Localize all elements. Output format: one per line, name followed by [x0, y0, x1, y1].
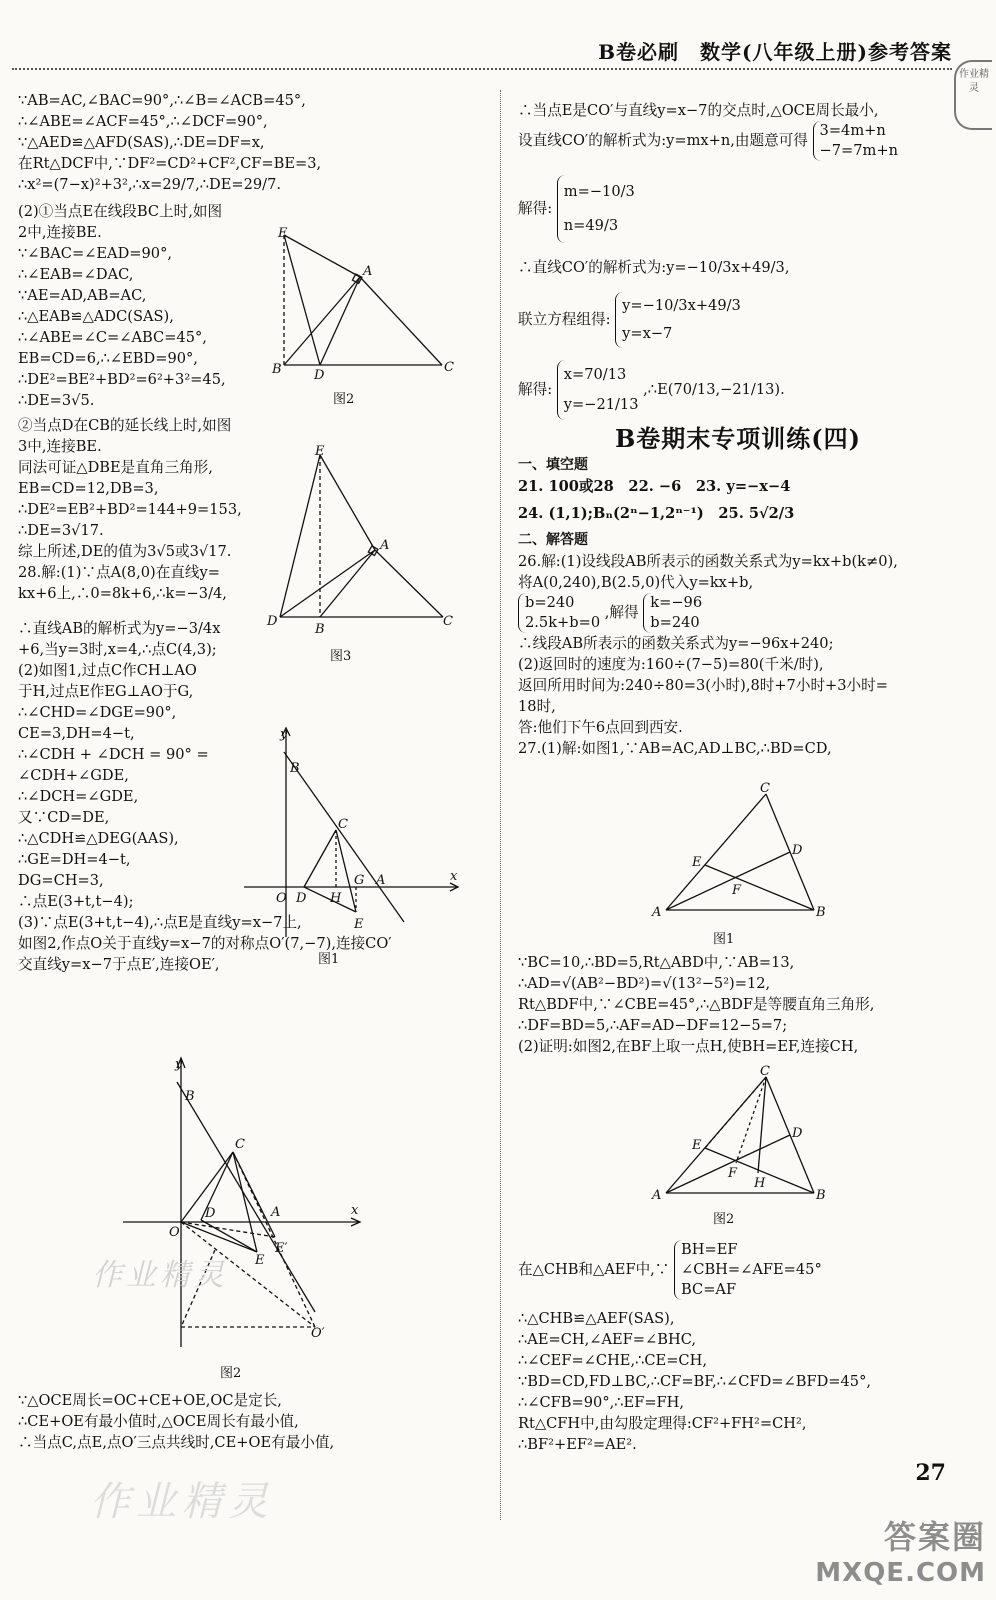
text-line: ∴∠ABE=∠C=∠ABC=45°, — [18, 329, 207, 346]
text-line: ②当点D在CB的延长线上时,如图 — [18, 417, 232, 434]
svg-text:O: O — [276, 891, 287, 906]
text-line: 又∵CD=DE, — [18, 809, 110, 826]
system-line-5 — [518, 593, 958, 633]
svg-text:B: B — [816, 1188, 826, 1203]
left-figure-2 — [270, 225, 470, 385]
label: ,解得 — [604, 604, 639, 621]
text-line: ∴x²=(7−x)²+3²,∴x=29/7,∴DE=29/7. — [18, 176, 282, 193]
text-line: 如图2,作点O关于直线y=x−7的对称点O′(7,−7),连接CO′ — [18, 935, 392, 952]
text-line: 3中,连接BE. — [18, 438, 102, 455]
svg-text:H: H — [754, 1176, 766, 1191]
svg-text:D: D — [267, 614, 278, 629]
header-title: B卷必刷 数学(八年级上册)参考答案 — [598, 40, 952, 64]
text-line: ∵AE=AD,AB=AC, — [18, 287, 147, 304]
badge-logo: 作业精灵 — [954, 60, 992, 130]
text-line: ∴BF²+EF²=AE². — [518, 1436, 637, 1453]
figure-caption: 图2 — [333, 392, 355, 407]
text-line: 18时, — [518, 698, 556, 715]
subsection-title: 一、填空题 — [518, 457, 588, 473]
svg-text:A: A — [652, 1188, 662, 1203]
text-line: CE=3,DH=4−t, — [18, 725, 135, 742]
text-line: ∵∠BAC=∠EAD=90°, — [18, 245, 173, 262]
text-line: ∴DE=3√5. — [18, 392, 95, 409]
figure-caption: 图3 — [330, 649, 352, 664]
equation: −7=7m+n — [819, 142, 899, 159]
text-line: 26.解:(1)设线段AB所表示的函数关系式为y=kx+b(k≠0), — [518, 553, 898, 570]
text-line: ∴∠ABE=∠ACF=45°,∴∠DCF=90°, — [18, 113, 268, 130]
right-figure-1 — [648, 782, 838, 922]
text-line: 综上所述,DE的值为3√5或3√17. — [18, 543, 232, 560]
text-line: ∴线段AB所表示的函数关系式为y=−96x+240; — [518, 635, 834, 652]
svg-text:F: F — [732, 883, 742, 898]
text-line: ∴△EAB≌△ADC(SAS), — [18, 308, 174, 325]
equation: y=x−7 — [622, 325, 673, 342]
svg-text:E′: E′ — [275, 1241, 288, 1256]
svg-text:y: y — [280, 727, 288, 742]
svg-text:O: O — [169, 1225, 180, 1240]
text-line: ∴△CHB≌△AEF(SAS), — [518, 1310, 675, 1327]
text-line: 交直线y=x−7于点E′,连接OE′, — [18, 956, 220, 973]
text-line: 在Rt△DCF中,∵DF²=CD²+CF²,CF=BE=3, — [18, 155, 322, 172]
svg-text:A: A — [380, 538, 390, 553]
equation-system — [557, 360, 639, 420]
text-line: (3)∵点E(3+t,t−4),∴点E是直线y=x−7上, — [18, 914, 302, 931]
text-line: ∵△AED≌△AFD(SAS),∴DE=DF=x, — [18, 134, 265, 151]
inline-watermark: 作业精灵 — [92, 1258, 228, 1293]
svg-text:O′: O′ — [311, 1326, 325, 1341]
equation: n=49/3 — [563, 217, 619, 234]
text-line: Rt△CFH中,由勾股定理得:CF²+FH²=CH², — [518, 1415, 807, 1432]
svg-text:C: C — [443, 614, 453, 629]
text-line: ∴CE+OE有最小值时,△OCE周长有最小值, — [18, 1413, 299, 1430]
text-line: ∴直线AB的解析式为y=−3/4x — [18, 620, 221, 637]
text-line: ∵BC=10,∴BD=5,Rt△ABD中,∵AB=13, — [518, 954, 795, 971]
equation: b=240 — [525, 594, 575, 611]
svg-text:E: E — [278, 226, 288, 241]
text-line: +6,当y=3时,x=4,∴点C(4,3); — [18, 641, 217, 658]
equation-system — [813, 121, 899, 161]
equation: ∠CBH=∠AFE=45° — [681, 1261, 822, 1278]
text-line: ∠CDH+∠GDE, — [18, 767, 129, 784]
text-line: ∴DE²=BE²+BD²=6²+3²=45, — [18, 371, 226, 388]
result-text: ,∴E(70/13,−21/13). — [643, 381, 785, 398]
svg-text:x: x — [450, 869, 458, 884]
column-divider — [500, 90, 501, 1520]
text-line: ∴∠DCH=∠GDE, — [18, 788, 139, 805]
equation: m=−10/3 — [563, 183, 635, 200]
text-line: ∴DE²=EB²+BD²=144+9=153, — [18, 501, 242, 518]
text-line: ∴直线CO′的解析式为:y=−10/3x+49/3, — [518, 259, 790, 276]
equation: 2.5k+b=0 — [525, 614, 601, 631]
svg-text:C: C — [760, 782, 770, 796]
text-line: Rt△BDF中,∵∠CBE=45°,∴△BDF是等腰直角三角形, — [518, 996, 875, 1013]
equation-system — [557, 175, 635, 243]
right-column — [518, 100, 958, 759]
text-line: ∵AB=AC,∠BAC=90°,∴∠B=∠ACB=45°, — [18, 92, 306, 109]
watermark: 作业精灵 — [90, 1479, 274, 1525]
svg-text:x: x — [351, 1203, 359, 1218]
svg-text:A: A — [363, 264, 373, 279]
fill-answers: 21. 100或28 22. −6 23. y=−x−4 — [518, 478, 791, 495]
text-line: 28.解:(1)∵点A(8,0)在直线y= — [18, 564, 220, 581]
subsection-title: 二、解答题 — [518, 532, 588, 548]
svg-text:C: C — [235, 1137, 245, 1152]
left-figure-2-coordinate — [115, 1052, 365, 1352]
svg-text:D: D — [296, 891, 307, 906]
equation: BH=EF — [681, 1241, 738, 1258]
text-line: 2中,连接BE. — [18, 224, 102, 241]
text-line: DG=CH=3, — [18, 872, 104, 889]
label: 解得: — [518, 200, 553, 217]
svg-text:E: E — [315, 445, 325, 459]
equation-system — [643, 593, 702, 633]
svg-text:D: D — [314, 368, 325, 383]
text-line: ∴GE=DH=4−t, — [18, 851, 131, 868]
svg-text:D: D — [205, 1206, 216, 1221]
svg-text:B: B — [185, 1089, 195, 1104]
text-line: 同法可证△DBE是直角三角形, — [18, 459, 213, 476]
joint-system-line — [518, 292, 958, 348]
text-line: ∴∠CEF=∠CHE,∴CE=CH, — [518, 1352, 707, 1369]
text-line: kx+6上,∴0=8k+6,∴k=−3/4, — [18, 585, 227, 602]
left-top-block — [18, 90, 488, 195]
fill-answers: 24. (1,1);Bₙ(2ⁿ−1,2ⁿ⁻¹) 25. 5√2/3 — [518, 505, 795, 522]
label: 解得: — [518, 381, 553, 398]
equation: k=−96 — [650, 594, 703, 611]
equation: y=−10/3x+49/3 — [622, 297, 741, 314]
left-figure-3 — [265, 445, 465, 635]
solve-line-2 — [518, 360, 958, 420]
svg-text:C: C — [760, 1065, 770, 1079]
svg-text:G: G — [354, 873, 365, 888]
equation: x=70/13 — [563, 366, 627, 383]
svg-text:F: F — [728, 1166, 738, 1181]
svg-text:A: A — [652, 905, 662, 920]
equation: y=−21/13 — [563, 396, 639, 413]
left-bottom-block — [18, 1390, 488, 1453]
text-line: ∵BD=CD,FD⊥BC,∴CF=BF,∴∠CFD=∠BFD=45°, — [518, 1373, 872, 1390]
text-line: EB=CD=6,∴∠EBD=90°, — [18, 350, 198, 367]
text-line: 27.(1)解:如图1,∵AB=AC,AD⊥BC,∴BD=CD, — [518, 740, 832, 757]
svg-text:E: E — [692, 855, 702, 870]
text-line: ∴点E(3+t,t−4); — [18, 893, 134, 910]
text-line: (2)①当点E在线段BC上时,如图 — [18, 203, 223, 220]
text-line: 设直线CO′的解析式为:y=mx+n,由题意可得 — [518, 132, 808, 149]
right-block-q27b — [518, 1240, 958, 1455]
text-line: 将A(0,240),B(2.5,0)代入y=kx+b, — [518, 574, 754, 591]
text-line: ∴当点E是CO′与直线y=x−7的交点时,△OCE周长最小, — [518, 102, 879, 119]
equation-system — [615, 292, 741, 348]
text-line: ∴AE=CH,∠AEF=∠BHC, — [518, 1331, 696, 1348]
label: 联立方程组得: — [518, 311, 611, 328]
text-line: 答:他们下午6点回到西安. — [518, 719, 683, 736]
congruence-system-line — [518, 1240, 958, 1300]
svg-text:E: E — [692, 1138, 702, 1153]
svg-text:H: H — [330, 891, 342, 906]
text-line: ∴DE=3√17. — [18, 522, 104, 539]
text-line: (2)如图1,过点C作CH⊥AO — [18, 662, 197, 679]
right-block-q27a — [518, 952, 958, 1057]
svg-text:A: A — [376, 873, 386, 888]
equation: 3=4m+n — [819, 122, 886, 139]
svg-text:E: E — [354, 917, 364, 932]
text-line: ∴∠EAB=∠DAC, — [18, 266, 134, 283]
svg-text:D: D — [792, 843, 803, 858]
text-line: 于H,过点E作EG⊥AO于G, — [18, 683, 194, 700]
text-line: 返回所用时间为:240÷80=3(小时),8时+7小时+3小时= — [518, 677, 888, 694]
text-line: ∴当点C,点E,点O′三点共线时,CE+OE有最小值, — [18, 1434, 335, 1451]
figure-caption: 图1 — [318, 952, 340, 967]
svg-text:y: y — [175, 1057, 183, 1072]
equation: BC=AF — [681, 1281, 737, 1298]
text-line: ∵△OCE周长=OC+CE+OE,OC是定长, — [18, 1392, 282, 1409]
figure-caption: 图2 — [220, 1366, 242, 1381]
text-line: EB=CD=12,DB=3, — [18, 480, 159, 497]
svg-text:A: A — [271, 1205, 281, 1220]
left-figure-1-coordinate — [236, 722, 466, 947]
text-line: ∴DF=BD=5,∴AF=AD−DF=12−5=7; — [518, 1017, 788, 1034]
page-header — [0, 0, 996, 70]
text-line: ∴△CDH≌△DEG(AAS), — [18, 830, 179, 847]
site-watermark-top: 答案圈 — [883, 1518, 986, 1556]
system-line-1 — [518, 121, 958, 161]
text-line: ∴∠CFB=90°,∴EF=FH, — [518, 1394, 685, 1411]
solve-line-1 — [518, 175, 958, 243]
label: 在△CHB和△AEF中,∵ — [518, 1261, 670, 1278]
svg-text:B: B — [315, 622, 325, 635]
equation-system — [518, 593, 600, 633]
text-line: ∴∠CHD=∠DGE=90°, — [18, 704, 177, 721]
equation: b=240 — [650, 614, 700, 631]
text-line: (2)返回时的速度为:160÷(7−5)=80(千米/时), — [518, 656, 824, 673]
svg-text:E: E — [255, 1253, 265, 1268]
svg-text:C: C — [444, 360, 454, 375]
svg-text:C: C — [338, 817, 348, 832]
svg-text:B: B — [290, 761, 300, 776]
page-number: 27 — [915, 1460, 946, 1486]
svg-text:B: B — [816, 905, 826, 920]
text-line: ∴AD=√(AB²−BD²)=√(13²−5²)=12, — [518, 975, 771, 992]
equation-system — [674, 1240, 822, 1300]
header-rule — [12, 68, 952, 70]
section-title: B卷期末专项训练(四) — [615, 424, 861, 453]
site-watermark — [815, 1512, 986, 1588]
site-watermark-bottom: MXQE.COM — [815, 1558, 986, 1588]
figure-caption: 图1 — [713, 932, 735, 947]
text-line: (2)证明:如图2,在BF上取一点H,使BH=EF,连接CH, — [518, 1038, 859, 1055]
svg-text:D: D — [792, 1126, 803, 1141]
svg-text:B: B — [272, 362, 282, 377]
text-line: ∴∠CDH + ∠DCH = 90° = — [18, 746, 209, 763]
figure-caption: 图2 — [713, 1212, 735, 1227]
right-figure-2 — [648, 1065, 838, 1205]
